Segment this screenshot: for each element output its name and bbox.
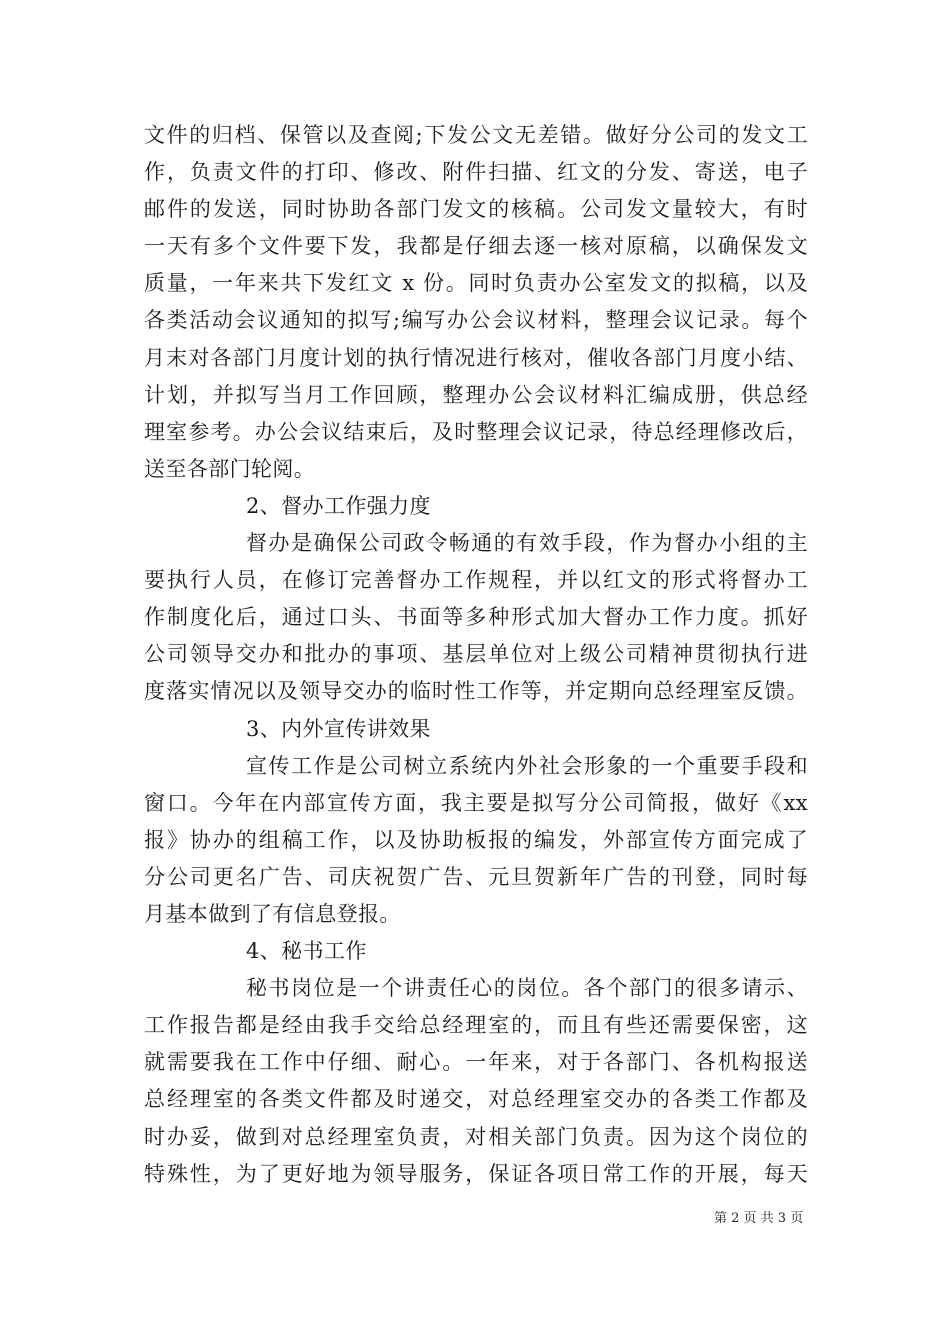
paragraph-line: 宣传工作是公司树立系统内外社会形象的一个重要手段和 [246,753,808,778]
paragraph-line: 各类活动会议通知的拟写;编写办公会议材料，整理会议记录。每个 [144,308,808,333]
paragraph-line: 特殊性，为了更好地为领导服务，保证各项日常工作的开展，每天 [144,1161,808,1186]
paragraph-line: 总经理室的各类文件都及时递交，对总经理室交办的各类工作都及 [144,1087,808,1112]
paragraph-line: 时办妥，做到对总经理室负责，对相关部门负责。因为这个岗位的 [144,1124,808,1149]
paragraph-line: 作制度化后，通过口头、书面等多种形式加大督办工作力度。抓好 [144,605,808,630]
paragraph-line: 报》协办的组稿工作，以及协助板报的编发，外部宣传方面完成了 [144,827,808,852]
page-number: 第 2 页 共 3 页 [714,1211,804,1226]
paragraph-line: 就需要我在工作中仔细、耐心。一年来，对于各部门、各机构报送 [144,1050,808,1075]
paragraph-line: 秘书岗位是一个讲责任心的岗位。各个部门的很多请示、 [246,976,808,1001]
paragraph-line: 一天有多个文件要下发，我都是仔细去逐一核对原稿，以确保发文 [144,234,808,259]
paragraph-line: 督办是确保公司政令畅通的有效手段，作为督办小组的主 [246,531,808,556]
paragraph-line: 作，负责文件的打印、修改、附件扫描、红文的分发、寄送，电子 [144,160,808,185]
paragraph-line: 邮件的发送，同时协助各部门发文的核稿。公司发文量较大，有时 [144,197,808,222]
paragraph-line: 度落实情况以及领导交办的临时性工作等，并定期向总经理室反馈。 [144,679,808,704]
paragraph-line: 月基本做到了有信息登报。 [144,901,401,926]
paragraph-line: 文件的归档、保管以及查阅;下发公文无差错。做好分公司的发文工 [144,123,808,147]
paragraph-line: 质量，一年来共下发红文 x 份。同时负责办公室发文的拟稿，以及 [144,271,808,296]
section-heading: 4、秘书工作 [246,939,367,964]
paragraph-line: 分公司更名广告、司庆祝贺广告、元旦贺新年广告的刊登，同时每 [144,864,808,889]
section-heading: 2、督办工作强力度 [246,493,431,518]
paragraph-line: 送至各部门轮阅。 [144,456,316,481]
paragraph-line: 公司领导交办和批办的事项、基层单位对上级公司精神贯彻执行进 [144,642,808,667]
paragraph-line: 月末对各部门月度计划的执行情况进行核对，催收各部门月度小结、 [144,345,808,370]
body-text [144,117,808,1193]
section-heading: 3、内外宣传讲效果 [246,716,431,741]
paragraph-line: 计划，并拟写当月工作回顾，整理办公会议材料汇编成册，供总经 [144,382,808,407]
paragraph-line: 理室参考。办公会议结束后，及时整理会议记录，待总经理修改后， [144,419,808,444]
paragraph-line: 工作报告都是经由我手交给总经理室的，而且有些还需要保密，这 [144,1013,808,1038]
paragraph-line: 要执行人员，在修订完善督办工作规程，并以红文的形式将督办工 [144,568,808,593]
paragraph-line: 窗口。今年在内部宣传方面，我主要是拟写分公司简报，做好《xx [144,790,808,815]
